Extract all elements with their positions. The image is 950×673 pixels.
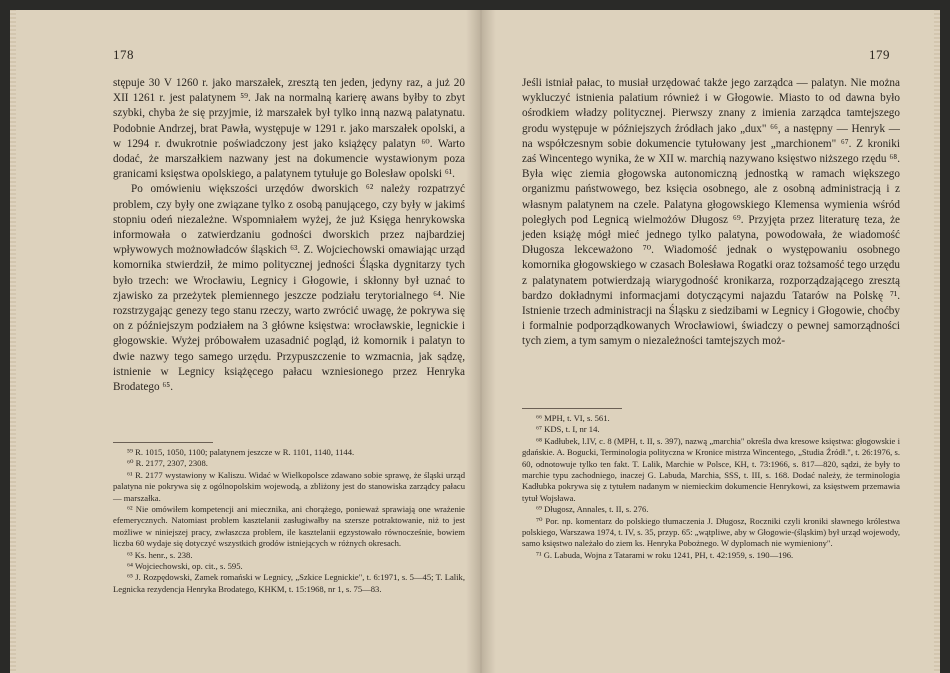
footnote-70: ⁷⁰ Por. np. komentarz do polskiego tłumaczenia J. Długosz, Roczniki czyli kroniki sławnego królestwa polskiego, Warszawa 1974, t. IV, s. 35, przyp. 65: „wątpliwe, aby w Głogowie-(śląskim) był urząd wojewody, samo księstwo należało do ziem ks. Henryka Pobożnego. W dyplomach nie wymieniony".: [522, 515, 900, 549]
page-edge-left: [10, 10, 16, 673]
footnote-59: ⁵⁹ R. 1015, 1050, 1100; palatynem jeszcze w R. 1101, 1140, 1144.: [127, 447, 355, 457]
right-footnotes: [522, 402, 900, 561]
left-paragraph-1: stępuje 30 V 1260 r. jako marszałek, zresztą ten jeden, jedyny raz, a już 20 XII 1261 r. jest palatynem ⁵⁹. Jak na normalną karierę awans byłby to zbyt szybki, chyba że się przyjmie, iż marszałek był tylko inną nazwą palatynatu. Podobnie Andrzej, brat Pawła, występuje w 1291 r. jako marszałek opolski, a w 1294 r. dwukrotnie poświadczony jest jako książęcy palatyn ⁶⁰. Warto dodać, że marszałkiem nazwany jest na dokumencie wystawionym poza granicami księstwa opolskiego, a palatynem tytułuje go Bolesław opolski ⁶¹.: [113, 77, 465, 181]
left-page-number: 178: [113, 47, 134, 62]
footnote-61: ⁶¹ R. 2177 wystawiony w Kaliszu. Widać w Wielkopolsce zdawano sobie sprawę, że śląski urząd palatyna nie pokrywa się z ogólnopolskim wojewodą, a zbliżony jest do stanowiska zarządcy pałacu — marszałka.: [113, 469, 465, 503]
footnote-divider: [113, 442, 213, 443]
footnote-62: ⁶² Nie omówiłem kompetencji ani miecznika, ani chorążego, ponieważ sprawiają one wrażenie efemerycznych. Natomiast problem kasztelanii zasługiwałby na szersze potraktowanie, niż to jest możliwe w niniejszej pracy, zwłaszcza problem, ile kasztelanii egzystowało równocześnie, bowiem liczba 60 wydaje się dotyczyć wszystkich grodów istniejących w różnych okresach.: [113, 504, 465, 549]
book-spread: [10, 10, 940, 673]
footnote-60: ⁶⁰ R. 2177, 2307, 2308.: [127, 458, 208, 469]
right-paragraph-1: Jeśli istniał pałac, to musiał urzędować także jego zarządca — palatyn. Nie można wykluczyć istnienia palatium również i w Głogowie. Miasto to od dawna było ośrodkiem władzy politycznej. Pierwszy znany z imienia zarządca tamtejszego grodu występuje w późniejszych źródłach jako „dux" ⁶⁶, a następny — Henryk — na współczesnym sobie dokumencie tytułowany jest „marchionem" ⁶⁷. Z kroniki zaś Wincentego wynika, że w XII w. marchią nazywano księstwo niższego rzędu ⁶⁸. Była więc ziemia głogowska autonomiczną jednostką w ramach większego organizmu państwowego, bez księcia osobnego, ale z osobną administracją i z własnym palatynem na czele. Palatyna głogowskiego Klemensa wymienia wśród poległych pod Legnicą wielmożów Długosz ⁶⁹. Przyjęta przez literaturę teza, że jeden książę mógł mieć jednego tylko palatyna, powodowała, że wiadomość Długosza lekceważono ⁷⁰. Wiadomość jednak o występowaniu osobnego komornika głogowskiego w czasach Bolesława Rogatki oraz tożsamość tego urzędu z palatynatem potwierdzają wiarygodność kronikarza, rozporządzającego zresztą bardzo dokładnymi informacjami dotyczącymi najazdu Tatarów na Polskę ⁷¹. Istnienie trzech administracji na Śląsku z siedzibami w Legnicy i Głogowie, choćby i formalnie podporządkowanych Wrocławiowi, świadczy o pewnej samorządności tych ziem, a tym samym o niezależności tamtejszych moż-: [522, 77, 900, 348]
footnote-67: ⁶⁷ KDS, t. I, nr 14.: [536, 424, 600, 435]
page-edge-right: [934, 10, 940, 673]
right-page-body: [522, 76, 900, 350]
left-page-body: [113, 76, 465, 395]
footnote-69: ⁶⁹ Długosz, Annales, t. II, s. 276.: [536, 504, 649, 515]
footnote-66: ⁶⁶ MPH, t. VI, s. 561.: [536, 413, 610, 423]
footnote-68: ⁶⁸ Kadłubek, l.IV, c. 8 (MPH, t. II, s. 397), nazwą „marchia" określa dwa kresowe księstwa: głogowskie i gdańskie. A. Bogucki, Terminologia polityczna w Kronice mistrza Wincentego, „Studia Źródł.", t. 26:1976, s. 60, odnotowuje tylko ten fakt. T. Lalik, Marchie w Polsce, KH, t. 73:1966, s. 817—820, sądzi, że były to marchie typu zachodniego, inaczej G. Labuda, Marchia, SSS, t. III, s. 168. Dodać należy, że terminologia Kadłubka pokrywa się z tytułem nadanym w niemieckim dokumencie Henrykowi, za księstwem przemawia tytuł Wojsława.: [522, 435, 900, 503]
footnote-65: ⁶⁵ J. Rozpędowski, Zamek romański w Legnicy, „Szkice Legnickie", t. 6:1971, s. 5—45; T. Lalik, Legnicka rezydencja Henryka Brodatego, KHKM, t. 15:1968, nr 1, s. 75—83.: [113, 572, 465, 594]
left-paragraph-2: Po omówieniu większości urzędów dworskich ⁶² należy rozpatrzyć problem, czy były one związane tylko z osobą panującego, czy były w jakimś stopniu odeń niezależne. Wspomniałem wyżej, że już Księga henrykowska informowała o zatwierdzaniu godności dworskich przez najbardziej wpływowych możnowładców śląskich ⁶³. Z. Wojciechowski omawiając urząd komornika stwierdził, że mimo politycznej jedności Śląska dygnitarzy tych było trzech: we Wrocławiu, Legnicy i Głogowie, i skłonny był uznać to zjawisko za przeżytek plemiennego jeszcze podziału terytorialnego ⁶⁴. Nie rozstrzygając genezy tego stanu rzeczy, warto zwrócić uwagę, że pokrywa się on z późniejszym podziałem na 3 główne księstwa: wrocławskie, legnickie i głogowskie. Wyżej próbowałem uzasadnić pogląd, iż komornik i palatyn to dwie nazwy tego samego urzędu. Przypuszczenie to wzmacnia, jak sądzę, istnienie w Legnicy książęcego pałacu wzniesionego przez Henryka Brodatego ⁶⁵.: [113, 183, 465, 394]
left-footnotes: [113, 436, 465, 595]
footnote-64: ⁶⁴ Wojciechowski, op. cit., s. 595.: [127, 561, 243, 572]
right-page: [480, 10, 940, 673]
right-page-number: 179: [869, 47, 890, 62]
footnote-divider: [522, 408, 622, 409]
left-page: [10, 10, 480, 673]
footnote-71: ⁷¹ G. Labuda, Wojna z Tatarami w roku 1241, PH, t. 42:1959, s. 190—196.: [536, 549, 794, 560]
footnote-63: ⁶³ Ks. henr., s. 238.: [127, 549, 193, 560]
